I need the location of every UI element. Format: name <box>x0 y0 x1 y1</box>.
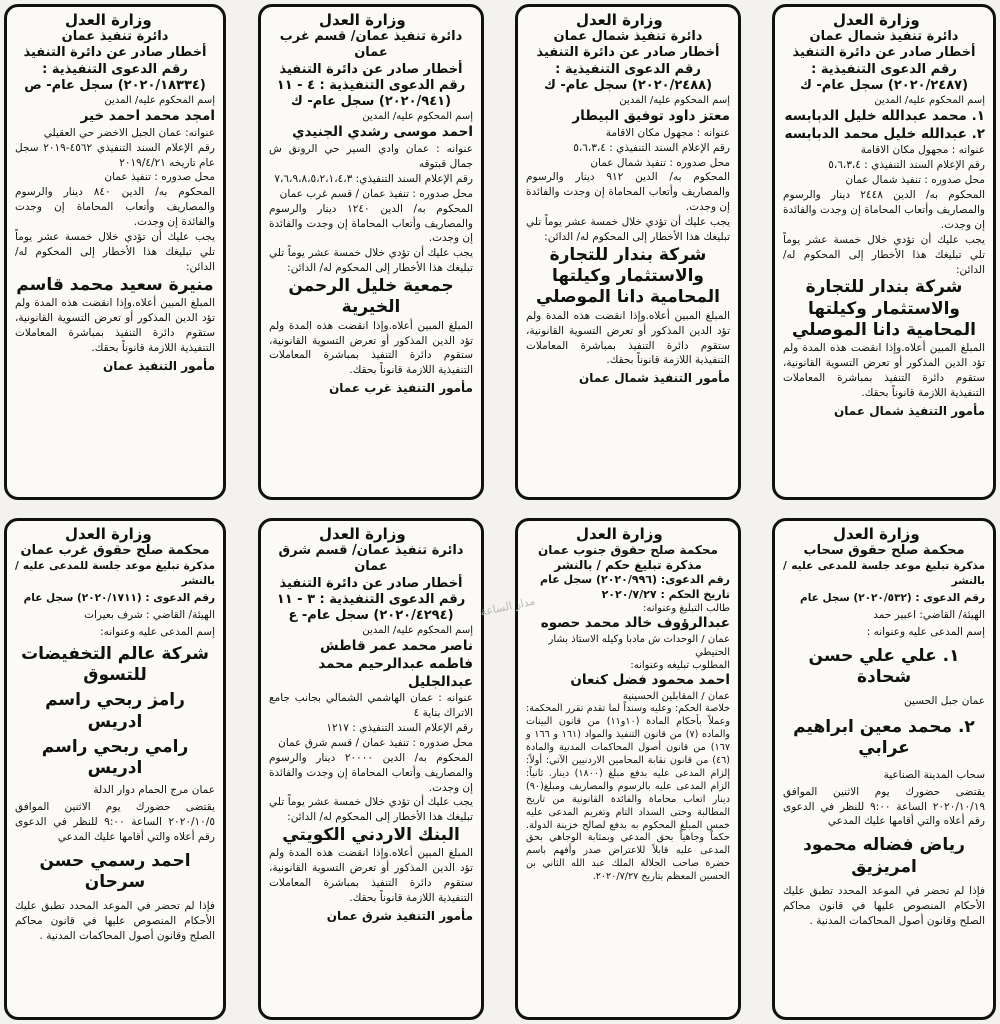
ministry-title: وزارة العدل <box>65 525 152 543</box>
hearing-text: يقتضى حضورك يوم الاثنين الموافق ٢٠٢٠/١٠/٥ الساعة ٩:٠٠ للنظر في الدعوى رقم أعلاه والتي أقامها عليك المدعي <box>15 801 215 843</box>
notice-body: المبلغ المبين أعلاه.وإذا انقضت هذه المدة ولم تؤد الدين المذكور أو تعرض التسوية القانونية، ستقوم دائرة التنفيذ بمباشرة المعاملات التنفيذية اللازمة قانوناً بحقك. <box>269 847 473 905</box>
document-number: رقم الإعلام السند التنفيذي : ٥،٦،٣،٤ <box>573 141 730 154</box>
notice-body: المبلغ المبين أعلاه.وإذا انقضت هذه المدة ولم تؤد الدين المذكور أو تعرض التسوية القانونية، ستقوم دائرة التنفيذ بمباشرة المعاملات التنفيذية اللازمة قانوناً بحقك. <box>15 297 215 354</box>
notice-title: أخطار صادر عن دائرة التنفيذ <box>279 61 463 77</box>
case-label: رقم الدعوى التنفيذية : <box>811 61 957 77</box>
case-number: رقم الدعوى : (٢٠٢٠/٥٣٢) سجل عام <box>800 592 985 605</box>
creditor-name: جمعية خليل الرحمن الخيرية <box>288 276 454 318</box>
notice-body: المبلغ المبين أعلاه.وإذا انقضت هذه المدة ولم تؤد الدين المذكور أو تعرض التسوية القانونية، ستقوم دائرة التنفيذ بمباشرة المعاملات التنفيذية اللازمة قانوناً بحقك. <box>526 309 730 367</box>
dept-name: دائرة تنفيذ عمان/ قسم غرب عمان <box>279 29 463 61</box>
requester-name: عبدالرؤوف خالد محمد حصوه <box>540 615 730 632</box>
notice-title: أخطار صادر عن دائرة التنفيذ <box>279 575 463 591</box>
amount: المحكوم به/ الدين ٢٤٤٨ دينار والرسوم والمصاريف وأتعاب المحاماة إن وجدت والفائدة إن وجدت. <box>783 189 985 231</box>
ministry-title: وزارة العدل <box>319 525 406 543</box>
dept-name: دائرة تنفيذ عمان <box>61 29 169 44</box>
officer-signature: مأمور التنفيذ شمال عمان <box>834 403 985 418</box>
case-number: رقم الدعوى : (٢٠٢٠/١٧١١) سجل عام <box>23 592 215 605</box>
officer-signature: مأمور التنفيذ غرب عمان <box>329 381 473 396</box>
demand-text: يجب عليك أن تؤدي خلال خمسة عشر يوماً تلي تبليغك هذا الأخطار إلى المحكوم له/ الدائن: <box>526 216 730 244</box>
case-label: رقم الدعوى التنفيذية : ٤ - ١١ <box>276 77 466 93</box>
debtor-1: معتز داود توفيق البيطار <box>572 108 730 125</box>
defendant-2: رامز ربحي راسم ادريس <box>45 690 185 732</box>
debtor-label: إسم المحكوم عليه/ المدين <box>874 95 985 106</box>
debtor-2: ٢. عبدالله خليل محمد الدبابسه <box>784 125 985 142</box>
issued-by: محل صدوره : تنفيذ عمان / قسم غرب عمان <box>279 187 473 200</box>
case-number: (٢٠٢٠/٩٤١) سجل عام- ك <box>290 94 452 109</box>
judgment-date: تاريخ الحكم : ٢٠٢٠/٧/٢٧ <box>601 587 730 601</box>
memo-title: مذكرة تبليغ موعد جلسة للمدعى عليه / بالنشر <box>783 560 985 588</box>
case-number: (٢٠٢٠/١٨٣٣٤) سجل عام- ص <box>24 77 206 93</box>
defendant-label: إسم المدعى عليه وعنوانه: <box>100 625 215 638</box>
defendant-2-address: سحاب المدينة الصناعية <box>883 768 985 781</box>
debtor-address: عنوانه : مجهول مكان الاقامة <box>605 126 730 139</box>
debtor-address: عنوانه : عمان الهاشمي الشمالي بجانب جامع الاتراك بناية ٤ <box>269 692 473 719</box>
debtor-label: إسم المحكوم عليه/ المدين <box>104 95 215 106</box>
notice-north-2488 <box>515 4 741 500</box>
ministry-title: وزارة العدل <box>833 525 920 543</box>
hearing-text: يقتضى حضورك يوم الاثنين الموافق ٢٠٢٠/١٠/١٩ الساعة ٩:٠٠ للنظر في الدعوى رقم أعلاه والتي أقامها عليك المدعي <box>783 785 985 828</box>
case-label: رقم الدعوى التنفيذية : <box>555 61 701 77</box>
creditor-name: البنك الاردني الكويتي <box>282 825 460 846</box>
ministry-title: وزارة العدل <box>319 11 406 29</box>
case-label: رقم الدعوى التنفيذية : ٣ - ١١ <box>276 591 466 607</box>
creditor-name: منيرة سعيد محمد قاسم <box>16 274 214 295</box>
defendant-1: ١. علي علي حسن شحادة <box>808 645 960 688</box>
creditor-name: شركة بندار للتجارة والاستثمار وكيلتها المحامية دانا الموصلي <box>791 277 976 340</box>
debtor-label: إسم المحكوم عليه/ المدين <box>362 625 473 637</box>
document-number: رقم الإعلام السند التنفيذي: ٧،٦،٩،٨،٥،٢،١،٤،٣ <box>274 172 473 185</box>
judge: الهيئة/ القاضي : شرف بعيرات <box>84 608 215 621</box>
notice-west-941 <box>258 4 484 500</box>
ministry-title: وزارة العدل <box>576 525 663 543</box>
debtor-address: عنوانه : عمان وادي السير حي الرونق ش جمال قبتوقه <box>269 142 473 170</box>
case-number: رقم الدعوى: (٢٠٢٠/٩٩٦) سجل عام <box>540 573 730 586</box>
case-number: (٢٠٢٠/٢٤٨٧) سجل عام- ك <box>799 77 969 93</box>
defendant-2: ٢. محمد معين ابراهيم عرابي <box>793 717 975 759</box>
document-number: رقم الإعلام السند التنفيذي : ٥،٦،٣،٤ <box>828 159 985 172</box>
defendant-1-address: عمان جبل الحسين <box>904 695 985 708</box>
ministry-title: وزارة العدل <box>65 11 152 29</box>
case-number: (٢٠٢٠/٢٤٨٨) سجل عام- ك <box>543 77 713 93</box>
judgment-south-996 <box>515 518 741 1020</box>
demand-text: يجب عليك أن تؤدي خلال خمسة عشر يوماً تلي تبليغك هذا الأخطار إلى المحكوم له/ الدائن: <box>269 247 473 275</box>
requester-address: عمان / الوحدات ش مادبا وكيله الاستاذ بشار الحنيطي <box>548 633 730 658</box>
case-number: (٢٠٢٠/٤٢٩٤) سجل عام- ع <box>288 608 454 623</box>
dept-name: دائرة تنفيذ شمال عمان <box>809 29 959 44</box>
amount: المحكوم به/ الدين ١٢٤٠ دينار والرسوم والمصاريف وأتعاب المحاماة إن وجدت والفائدة إن وجدت. <box>269 202 473 245</box>
judge: الهيئة/ القاضي: اعبير حمد <box>873 608 985 621</box>
debtor-address: عنوانه: عمان الجبل الاخضر حي العقيلي <box>43 126 215 139</box>
officer-signature: مأمور التنفيذ عمان <box>102 358 215 373</box>
officer-signature: مأمور التنفيذ شرق عمان <box>326 909 473 924</box>
debtor-2: فاطمه عبدالرحيم محمد عبدالجليل <box>318 655 473 690</box>
summons-sahab-532 <box>772 518 996 1020</box>
case-label: رقم الدعوى التنفيذية : <box>42 61 188 77</box>
debtor-1: احمد موسى رشدي الجنيدي <box>292 124 473 141</box>
dept-name: دائرة تنفيذ عمان/ قسم شرق عمان <box>278 543 464 575</box>
ministry-title: وزارة العدل <box>833 11 920 29</box>
court-name: محكمة صلح حقوق غرب عمان <box>20 543 210 558</box>
amount: المحكوم به/ الدين ٢٠٠٠٠ دينار والرسوم والمصاريف وأتعاب المحاماة إن وجدت والفائدة إن وجدت. <box>269 751 473 794</box>
notice-title: أخطار صادر عن دائرة التنفيذ <box>23 45 207 61</box>
notice-title: أخطار صادر عن دائرة التنفيذ <box>536 45 720 61</box>
demand-text: يجب عليك أن تؤدي خلال خمسة عشر يوماً تلي تبليغك هذا الأخطار إلى المحكوم له/ الدائن: <box>783 233 985 276</box>
defendant-1: شركة عالم التخفيضات للتسوق <box>21 643 209 686</box>
demand-text: يجب عليك أن تؤدي خلال خمسة عشر يوماً تلي تبليغك هذا الأخطار إلى المحكوم له/ الدائن: <box>15 231 215 273</box>
watermark-text: مدار الساعة <box>479 594 537 619</box>
debtor-1: ١. محمد عبدالله خليل الدبابسه <box>784 108 985 125</box>
dept-name: دائرة تنفيذ شمال عمان <box>553 29 703 44</box>
defendant-3: رامي ربحي راسم ادريس <box>41 736 189 779</box>
defendant-address: عمان مرج الحمام دوار الدلة <box>93 784 215 797</box>
defendant-label: إسم المدعى عليه وعنوانه : <box>866 625 985 638</box>
ministry-title: وزارة العدل <box>576 11 663 29</box>
debtor-label: إسم المحكوم عليه/ المدين <box>362 111 473 123</box>
notice-body: المبلغ المبين أعلاه.وإذا انقضت هذه المدة ولم تؤد الدين المذكور أو تعرض التسوية القانونية، ستقوم دائرة التنفيذ بمباشرة المعاملات التنفيذية اللازمة قانوناً بحقك. <box>783 342 985 399</box>
summons-west-1711 <box>4 518 226 1020</box>
officer-signature: مأمور التنفيذ شمال عمان <box>579 371 730 386</box>
plaintiff-name: احمد رسمي حسن سرحان <box>39 850 191 893</box>
notice-north-2487 <box>772 4 996 500</box>
amount: المحكوم به/ الدين ٨٤٠ دينار والرسوم والمصاريف وأتعاب المحاماة إن وجدت والفائدة إن وجدت. <box>15 186 215 229</box>
requester-label: طالب التبليغ وعنوانه: <box>642 603 730 615</box>
notice-amman-18334 <box>4 4 226 500</box>
memo-title: مذكرة تبليغ حكم / بالنشر <box>554 558 702 572</box>
issued-by: محل صدوره : تنفيذ عمان / قسم شرق عمان <box>278 736 473 749</box>
debtor-1: امجد محمد احمد خير <box>80 108 215 125</box>
notice-title: أخطار صادر عن دائرة التنفيذ <box>792 45 976 61</box>
target-address: عمان / المقابلين الحسينية <box>622 690 730 702</box>
issued-by: محل صدوره : تنفيذ شمال عمان <box>845 174 985 187</box>
warning-text: فإذا لم تحضر في الموعد المحدد تطبق عليك الأحكام المنصوص عليها في قانون محاكم الصلح وقانون أصول المحاكمات المدنية . <box>783 884 985 927</box>
document-number: رقم الإعلام السند التنفيذي : ١٢١٧ <box>326 721 473 734</box>
amount: المحكوم به/ الدين ٩١٢ دينار والرسوم والمصاريف وأتعاب المحاماة إن وجدت والفائدة إن وجدت. <box>526 171 730 214</box>
demand-text: يجب عليك أن تؤدي خلال خمسة عشر يوماً تلي تبليغك هذا الأخطار إلى المحكوم له/ الدائن: <box>269 796 473 824</box>
target-name: احمد محمود فضل كنعان <box>570 672 730 689</box>
memo-title: مذكرة تبليغ موعد جلسة للمدعى عليه / بالنشر <box>15 560 215 588</box>
court-name: محكمة صلح حقوق سحاب <box>803 543 965 558</box>
judgment-summary: خلاصة الحكم: وعليه وسنداً لما تقدم تقرر المحكمة: وعملاً بأحكام المادة (١٠و١١) من قانون البينات والماده (٧) من قانون التنفيذ والمواد (١٦١ و ١٦٦ و ١٦٧) من قانون أصول المحاكمات المدنية والمادة (٤٦) من قانون نقابة المحامين الاردنيين الآتي: أولاً: إلزام المدعى عليه بدفع مبلغ (١٨٠٠) دينار. ثانياً: الزام المدعى عليه بالرسوم والمصاريف ومبلغ(٩٠) دينار اتعاب محاماة والفائدة القانونية من تاريخ المطالبة وحتى السداد التام وتغريم المدعى عليه خمس المبلغ المحكوم به بدفع لصالح خزينة الدولة. حكماً وجاهياً بحق المدعي وبمثابة الوجاهي بحق المدعى عليه قابلاً للاعتراض صدر وأفهم باسم حضرة صاحب الجلالة الملك عبد الله الثاني بن الحسين المعظم بتاريخ ٢٠٢٠/٧/٢٧. <box>526 703 731 883</box>
notice-east-4294 <box>258 518 484 1020</box>
target-label: المطلوب تبليغه وعنوانه: <box>630 660 730 672</box>
plaintiff-name: رياض فضاله محمود امريزيق <box>803 835 965 877</box>
creditor-name: شركة بندار للتجارة والاستثمار وكيلتها المحامية دانا الموصلي <box>535 244 720 308</box>
notice-body: المبلغ المبين أعلاه.وإذا انقضت هذه المدة ولم تؤد الدين المذكور أو تعرض التسوية القانونية، ستقوم دائرة التنفيذ بمباشرة المعاملات التنفيذية اللازمة قانوناً بحقك. <box>269 319 473 377</box>
debtor-address: عنوانه : مجهول مكان الاقامة <box>860 144 985 157</box>
issued-by: محل صدوره : تنفيذ شمال عمان <box>590 156 730 169</box>
warning-text: فإذا لم تحضر في الموعد المحدد تطبق عليك الأحكام المنصوص عليها في قانون محاكم الصلح وقانون أصول المحاكمات المدنية . <box>15 900 215 943</box>
court-name: محكمة صلح حقوق جنوب عمان <box>538 543 718 557</box>
document-number: رقم الإعلام السند التنفيذي ٤٥٦٢-٢٠١٩ سجل عام تاريخه ٢٠١٩/٤/٢١ <box>15 141 215 169</box>
debtor-label: إسم المحكوم عليه/ المدين <box>619 95 730 106</box>
debtor-1: ناصر محمد عمر قاطش <box>320 638 473 655</box>
issued-by: محل صدوره : تنفيذ عمان <box>104 171 215 184</box>
